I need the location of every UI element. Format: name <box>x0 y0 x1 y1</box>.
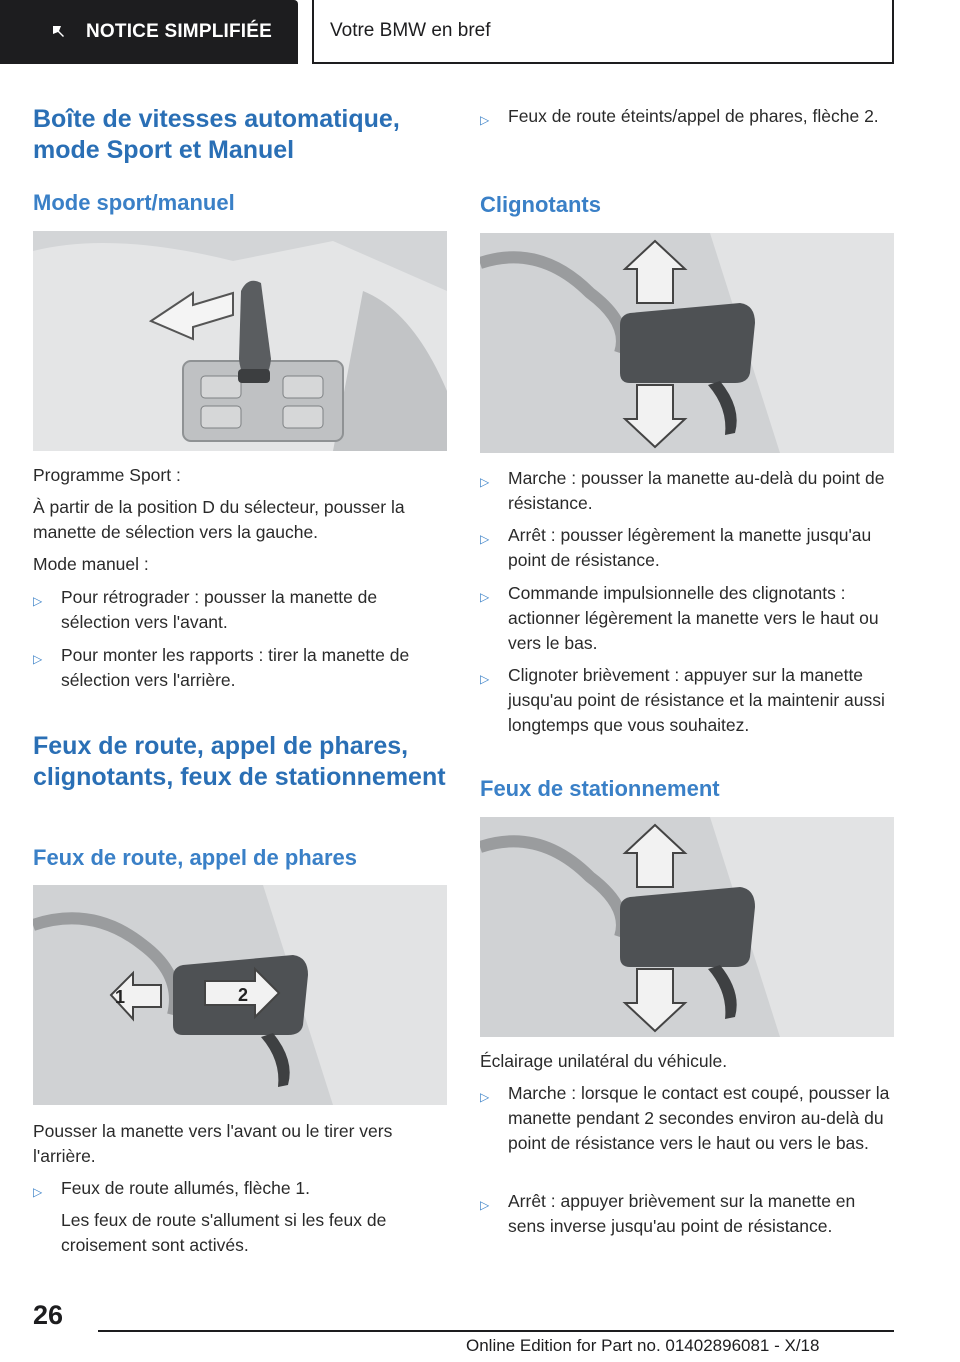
bullet-triangle-icon: ▷ <box>480 672 490 686</box>
list-item-text: Clignoter brièvement : appuyer sur la manette jusqu'au point de résistance et la maintenir aussi longtemps que vous souhaitez. <box>508 665 885 735</box>
list-item <box>480 1081 894 1156</box>
list-item-text: Marche : lorsque le contact est coupé, pousser la manette pendant 2 secondes environ au-delà du point de résistance vers le haut ou vers le bas. <box>508 1083 890 1153</box>
subheading-high-beam: Feux de route, appel de phares <box>33 845 357 870</box>
list-item <box>480 1189 894 1239</box>
bullet-triangle-icon: ▷ <box>480 1090 490 1104</box>
heading-lights: Feux de route, appel de phares, clignotants, feux de stationnement <box>33 732 446 791</box>
text-sport-program: Programme Sport : <box>33 465 181 485</box>
bullet-triangle-icon: ▷ <box>33 1185 43 1199</box>
list-item-text: Pour monter les rapports : tirer la manette de sélection vers l'arrière. <box>61 645 410 690</box>
list-item-text: Marche : pousser la manette au-delà du point de résistance. <box>508 468 885 513</box>
header-tab-label: NOTICE SIMPLIFIÉE <box>86 21 273 42</box>
figure-label-1: 1 <box>115 987 126 1007</box>
figure-parking-light-stalk <box>480 817 894 1037</box>
list-item-text: Commande impulsionnelle des clignotants : actionner légèrement la manette vers le haut ou vers le bas. <box>508 583 879 653</box>
bullet-triangle-icon: ▷ <box>480 475 490 489</box>
list-item <box>480 104 894 129</box>
list-item-text: Feux de route allumés, flèche 1. <box>61 1178 311 1198</box>
text-push-pull: Pousser la manette vers l'avant ou le tirer vers l'arrière. <box>33 1121 393 1166</box>
header-tab[interactable] <box>0 0 298 64</box>
text-manual-mode: Mode manuel : <box>33 554 149 574</box>
figure-label-2: 2 <box>238 985 249 1005</box>
list-item <box>33 585 447 635</box>
figure-high-beam-stalk <box>33 885 447 1105</box>
bullet-triangle-icon: ▷ <box>480 532 490 546</box>
list-item <box>480 523 894 573</box>
header-section <box>312 0 894 64</box>
list-item-text: Feux de route éteints/appel de phares, flèche 2. <box>508 106 879 126</box>
list-item-text: Arrêt : pousser légèrement la manette jusqu'au point de résistance. <box>508 525 872 570</box>
header-section-label: Votre BMW en bref <box>330 20 491 41</box>
bullet-triangle-icon: ▷ <box>33 652 43 666</box>
bullet-triangle-icon: ▷ <box>480 1198 490 1212</box>
text-unilateral-lighting: Éclairage unilatéral du véhicule. <box>480 1051 728 1071</box>
bullet-triangle-icon: ▷ <box>480 590 490 604</box>
subheading-turn-signals: Clignotants <box>480 192 601 217</box>
list-item-text: Pour rétrograder : pousser la manette de sélection vers l'avant. <box>61 587 378 632</box>
bullet-triangle-icon: ▷ <box>480 113 490 127</box>
list-item <box>480 466 894 516</box>
figure-gear-selector <box>33 231 447 451</box>
text-sport-instruction: À partir de la position D du sélecteur, pousser la manette de sélection vers la gauche. <box>33 497 405 542</box>
list-item-text: Arrêt : appuyer brièvement sur la manette en sens inverse jusqu'au point de résistance. <box>508 1191 856 1236</box>
subheading-parking-lights: Feux de stationnement <box>480 776 720 801</box>
pin-icon <box>48 21 70 43</box>
footer-divider <box>98 1330 894 1332</box>
heading-gearbox: Boîte de vitesses automatique, mode Sport et Manuel <box>33 105 400 164</box>
list-item <box>480 581 894 656</box>
footer-edition: Online Edition for Part no. 01402896081 - X/18 <box>466 1336 820 1355</box>
bullet-triangle-icon: ▷ <box>33 594 43 608</box>
text-high-beam-note: Les feux de route s'allument si les feux de croisement sont activés. <box>61 1210 387 1255</box>
list-item <box>33 1176 447 1201</box>
list-item <box>33 643 447 693</box>
page-number: 26 <box>33 1300 64 1330</box>
subheading-sport-mode: Mode sport/manuel <box>33 190 235 215</box>
figure-turn-signal-stalk <box>480 233 894 453</box>
list-item <box>480 663 898 738</box>
